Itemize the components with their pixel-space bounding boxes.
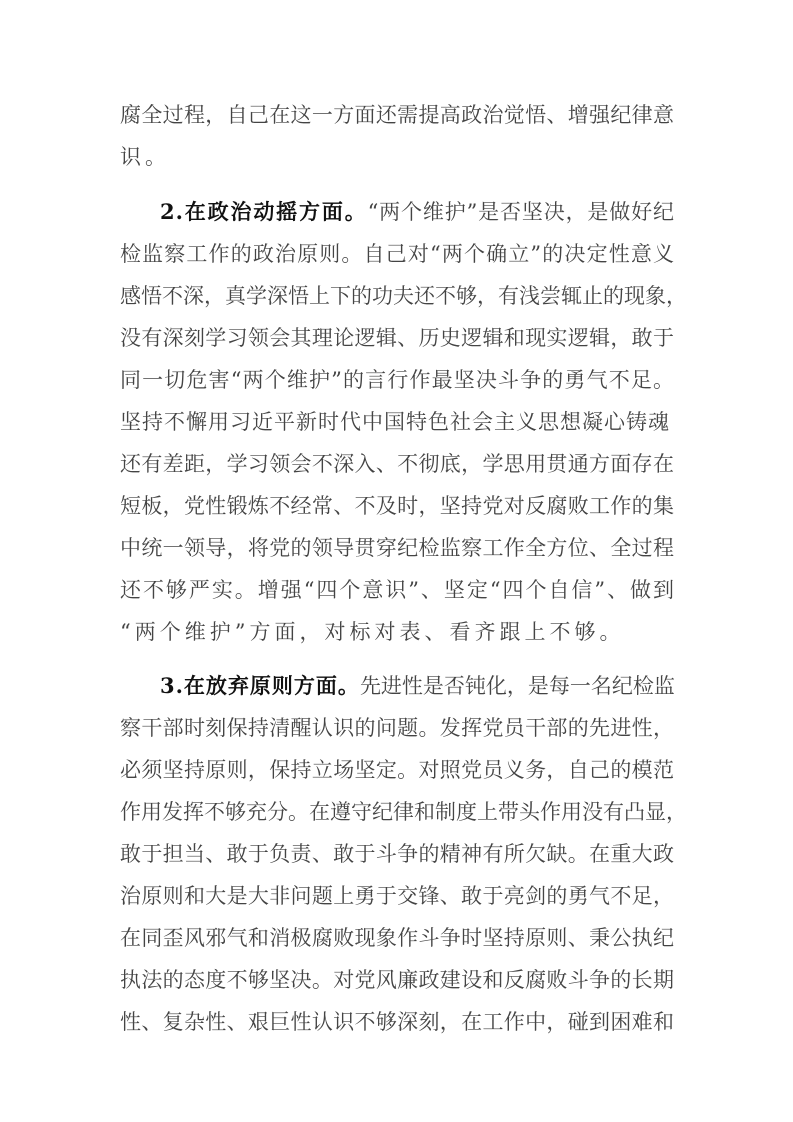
section-3-heading: 3.在放弃原则方面。	[160, 673, 360, 698]
section-2-heading: 2.在政治动摇方面。	[160, 199, 368, 224]
body-line: 察干部时刻保持清醒认识的问题。发挥党员干部的先进性，	[120, 716, 674, 740]
body-line: 作用发挥不够充分。在遵守纪律和制度上带头作用没有凸显，	[120, 800, 687, 824]
body-line: 性、复杂性、艰巨性认识不够深刻，在工作中，碰到困难和	[120, 1010, 674, 1034]
body-line: 同一切危害“两个维护”的言行作最坚决斗争的勇气不足。	[120, 368, 674, 392]
body-line: 没有深刻学习领会其理论逻辑、历史逻辑和现实逻辑，敢于	[120, 326, 674, 350]
body-line: 在同歪风邪气和消极腐败现象作斗争时坚持原则、秉公执纪	[120, 926, 674, 950]
body-line: 短板，党性锻炼不经常、不及时，坚持党对反腐败工作的集	[120, 494, 674, 518]
body-line: 治原则和大是大非问题上勇于交锋、敢于亮剑的勇气不足，	[120, 884, 674, 908]
body-line: 检监察工作的政治原则。自己对“两个确立”的决定性意义	[120, 242, 674, 266]
body-text: “两个维护”是否坚决，是做好纪	[367, 200, 674, 224]
body-line: 执法的态度不够坚决。对党风廉政建设和反腐败斗争的长期	[120, 968, 674, 992]
body-line: 敢于担当、敢于负责、敢于斗争的精神有所欠缺。在重大政	[120, 842, 674, 866]
body-line: 感悟不深，真学深悟上下的功夫还不够，有浅尝辄止的现象，	[120, 284, 687, 308]
body-line: 坚持不懈用习近平新时代中国特色社会主义思想凝心铸魂	[120, 410, 670, 434]
body-text: 先进性是否钝化，是每一名纪检监	[359, 674, 675, 698]
section-2-first-line	[160, 197, 674, 227]
body-line: 还有差距，学习领会不深入、不彻底，学思用贯通方面存在	[120, 452, 674, 476]
body-line: 必须坚持原则，保持立场坚定。对照党员义务，自己的模范	[120, 758, 674, 782]
body-line: 识。	[120, 145, 170, 169]
section-3-first-line	[160, 671, 674, 701]
body-line: 还不够严实。增强“四个意识”、坚定“四个自信”、做到	[120, 578, 674, 602]
body-line: “两个维护”方面，对标对表、看齐跟上不够。	[120, 620, 625, 644]
body-line: 中统一领导，将党的领导贯穿纪检监察工作全方位、全过程	[120, 536, 674, 560]
body-line: 腐全过程，自己在这一方面还需提高政治觉悟、增强纪律意	[120, 103, 674, 127]
